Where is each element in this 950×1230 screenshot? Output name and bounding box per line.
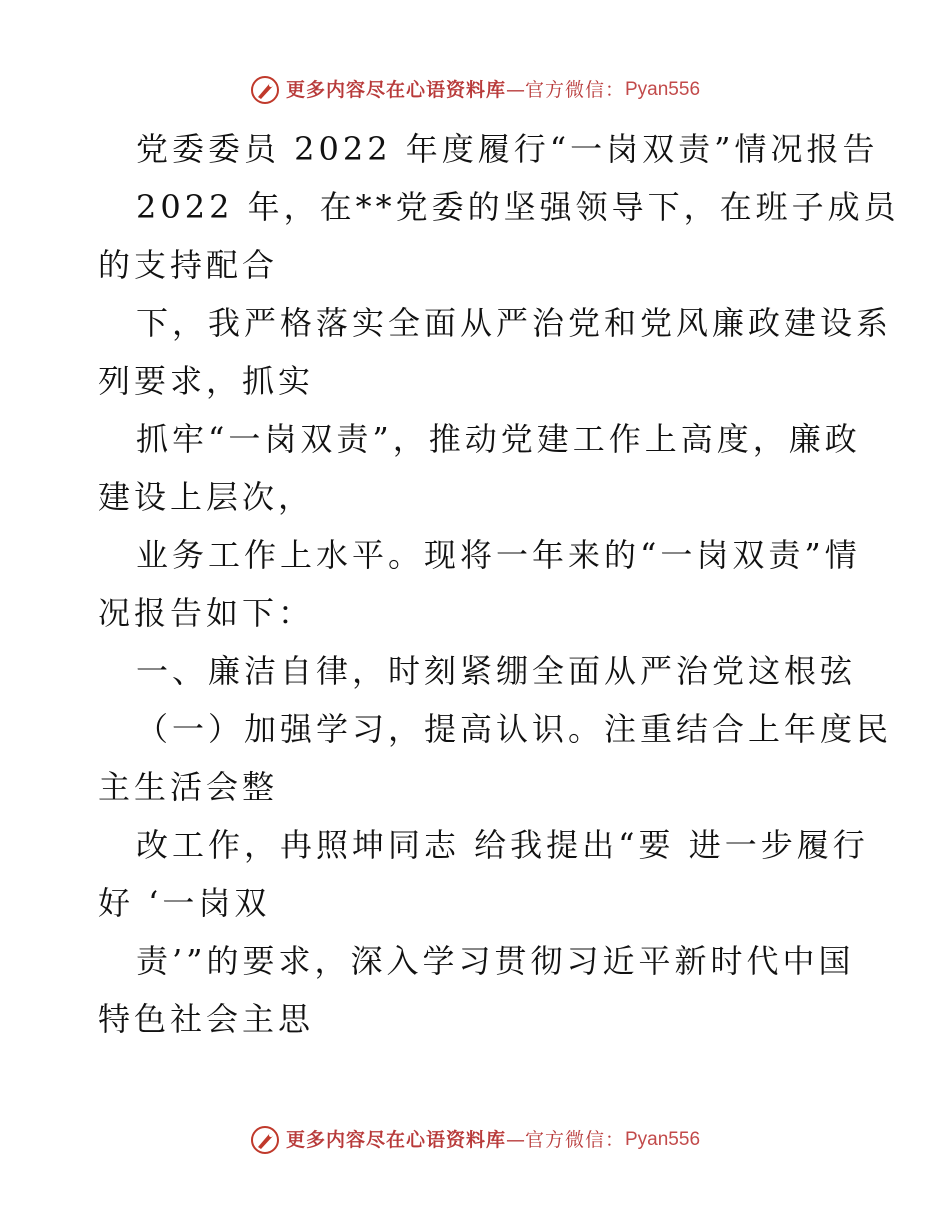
text-line: 的支持配合 [98, 246, 279, 284]
text-line: 2022 年，在**党委的坚强领导下，在班子成员 [136, 188, 900, 226]
pen-nib-logo-icon [250, 75, 280, 105]
watermark-footer [0, 1124, 950, 1156]
watermark-dash: — [505, 79, 525, 101]
text-line: 特色社会主思 [98, 1000, 315, 1038]
watermark-site-name: 更多内容尽在心语资料库 [285, 1129, 506, 1151]
text-line: 列要求，抓实 [98, 362, 315, 400]
pen-nib-logo-icon [250, 1125, 280, 1155]
text-line: 抓牢“一岗双责”，推动党建工作上高度，廉政 [136, 420, 861, 458]
document-body [98, 120, 900, 1048]
text-line: 况报告如下： [98, 594, 315, 632]
watermark-site-name: 更多内容尽在心语资料库 [285, 79, 506, 101]
text-line: 责’”的要求，深入学习贯彻习近平新时代中国 [136, 942, 855, 980]
text-line: 好 ‘一岗双 [98, 884, 271, 922]
text-line: 业务工作上水平。现将一年来的“一岗双责”情 [136, 536, 861, 574]
watermark-wechat-id: Pyan556 [625, 79, 701, 100]
watermark-wechat-label: 官方微信： [524, 1129, 625, 1151]
watermark-wechat-label: 官方微信： [524, 79, 625, 101]
text-line: （一）加强学习，提高认识。注重结合上年度民 [136, 710, 893, 748]
text-line: 改工作，冉照坤同志 给我提出“要 进一步履行 [136, 826, 869, 864]
text-line: 下，我严格落实全面从严治党和党风廉政建设系 [136, 304, 893, 342]
watermark-dash: — [505, 1129, 525, 1151]
watermark-header [0, 74, 950, 106]
text-line: 主生活会整 [98, 768, 279, 806]
text-line: 党委委员 2022 年度履行“一岗双责”情况报告 [136, 130, 879, 168]
text-line: 建设上层次， [98, 478, 315, 516]
text-line: 一、廉洁自律，时刻紧绷全面从严治党这根弦 [136, 652, 857, 690]
watermark-wechat-id: Pyan556 [625, 1129, 701, 1150]
